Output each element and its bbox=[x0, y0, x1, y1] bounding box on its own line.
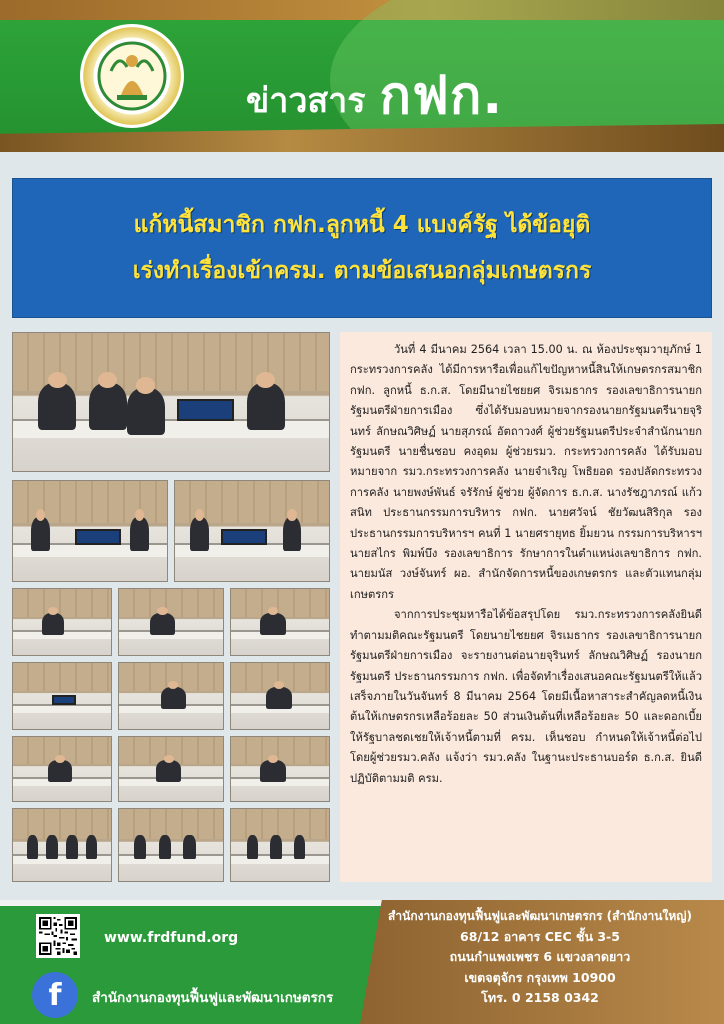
address-org: สำนักงานกองทุนฟื้นฟูและพัฒนาเกษตรกร (สำนักงานใหญ่) bbox=[388, 909, 692, 923]
address-line-2: ถนนกำแพงเพชร 6 แขวงลาดยาว bbox=[449, 949, 631, 964]
meeting-photo bbox=[174, 480, 330, 582]
header-title-small: ข่าวสาร bbox=[246, 81, 366, 121]
address-phone: โทร. 0 2158 0342 bbox=[481, 990, 599, 1005]
headline-line-1: แก้หนี้สมาชิก กฟก.ลูกหนี้ 4 แบงค์รัฐ ได้ข้อยุติ bbox=[133, 212, 591, 238]
address-line-1: 68/12 อาคาร CEC ชั้น 3-5 bbox=[460, 928, 620, 944]
article-paragraph: จากการประชุมหารือได้ข้อสรุปโดย รมว.กระทรวงการคลังยินดีทำตามมติคณะรัฐมนตรี โดยนายไชยยศ จิรเมธากร รองเลขาธิการนายกรัฐมนตรีฝ่ายการเมือง จะรายงานต่อนายจุรินทร์ ลักษณวิศิษฏ์ รองนายกรัฐมนตรี ประธานกรรมการ กฟก. เพื่อจัดทำเรื่องเสนอคณะรัฐมนตรีให้แล้วเสร็จภายในวันจันทร์ 8 มีนาคม 2564 โดยมีเนื้อหาสาระสำคัญลดหนี้เงินต้นให้เกษตรกรเหลือร้อยละ 50 ส่วนเงินต้นที่เหลือร้อยละ 50 และดอกเบี้ย ให้รัฐบาลชดเชยให้เจ้าหนี้ตามที่ ครม. เห็นชอบ กำหนดให้เจ้าหนี้ต่อไป โดยผู้ช่วยรมว.คลัง แจ้งว่า รมว.คลัง ในฐานะประธานบอร์ด ธ.ก.ส. ยินดีปฏิบัติตามมติ ครม. bbox=[350, 608, 702, 785]
meeting-photo bbox=[12, 588, 112, 656]
article-body bbox=[340, 332, 712, 882]
facebook-icon[interactable]: f bbox=[32, 972, 78, 1018]
headline-banner bbox=[12, 178, 712, 318]
meeting-photo bbox=[118, 736, 224, 802]
frdfund-logo-icon bbox=[80, 24, 184, 128]
header-title bbox=[246, 56, 503, 126]
meeting-photo bbox=[12, 736, 112, 802]
meeting-photo bbox=[12, 662, 112, 730]
website-link[interactable]: www.frdfund.org bbox=[104, 930, 239, 946]
meeting-photo bbox=[118, 808, 224, 882]
office-address bbox=[370, 906, 710, 1009]
meeting-photo bbox=[118, 662, 224, 730]
address-line-3: เขตจตุจักร กรุงเทพ 10900 bbox=[464, 969, 616, 985]
headline-line-2: เร่งทำเรื่องเข้าครม. ตามข้อเสนอกลุ่มเกษตรกร bbox=[132, 258, 592, 284]
farmer-emblem-icon bbox=[97, 41, 167, 111]
meeting-photo bbox=[230, 588, 330, 656]
meeting-photo bbox=[12, 332, 330, 472]
meeting-photo bbox=[12, 480, 168, 582]
photo-collage bbox=[12, 332, 330, 882]
qr-code-icon[interactable] bbox=[36, 914, 80, 958]
meeting-photo bbox=[230, 662, 330, 730]
meeting-photo bbox=[12, 808, 112, 882]
facebook-page-name[interactable]: สำนักงานกองทุนฟื้นฟูและพัฒนาเกษตรกร bbox=[92, 990, 334, 1006]
meeting-photo bbox=[118, 588, 224, 656]
meeting-photo bbox=[230, 808, 330, 882]
header-title-big: กฟก. bbox=[379, 66, 504, 126]
article-paragraph: วันที่ 4 มีนาคม 2564 เวลา 15.00 น. ณ ห้องประชุมวายุภักษ์ 1 กระทรวงการคลัง ได้มีการหารือเพื่อแก้ไขปัญหาหนี้สินให้เกษตรกรสมาชิก กฟก. ลูกหนี้ ธ.ก.ส. โดยมีนายไชยยศ จิรเมธากร รองเลขาธิการนายกรัฐมนตรีฝ่ายการเมือง ซึ่งได้รับมอบหมายจากรองนายกรัฐมนตรีนายจุรินทร์ ลักษณวิศิษฏ์ นายสุภรณ์ อัตถาวงศ์ ผู้ช่วยรัฐมนตรีประจำสำนักนายกรัฐมนตรี นายชื่นชอบ คงอุดม ผู้ช่วยรมว. กระทรวงการคลัง ได้รับมอบหมายจาก รมว.กระทรวงการคลัง นายจำเริญ โพธิยอด รองปลัดกระทรวงการคลัง นายพงษ์พันธ์ จรัรักษ์ ผู้ช่วย ผู้จัดการ ธ.ก.ส. นางรัชฎาภรณ์ แก้วสนิท ประธานกรรมการบริหาร กฟก. นายศวัจน์ ชัยวัฒนสิริกุล รองประธานกรรมการบริหารฯ คนที่ 1 นายศรายุทธ ยิ้มยวน กรรมการบริหารฯ นายสไกร พิมพ์บึง รองเลขาธิการ รักษาการในตำแหน่งเลขาธิการ กฟก. นายมนัส วงษ์จันทร์ ผอ. สำนักจัดการหนี้ของเกษตรกร และตัวแทนกลุ่มเกษตรกร bbox=[350, 343, 702, 601]
meeting-photo bbox=[230, 736, 330, 802]
